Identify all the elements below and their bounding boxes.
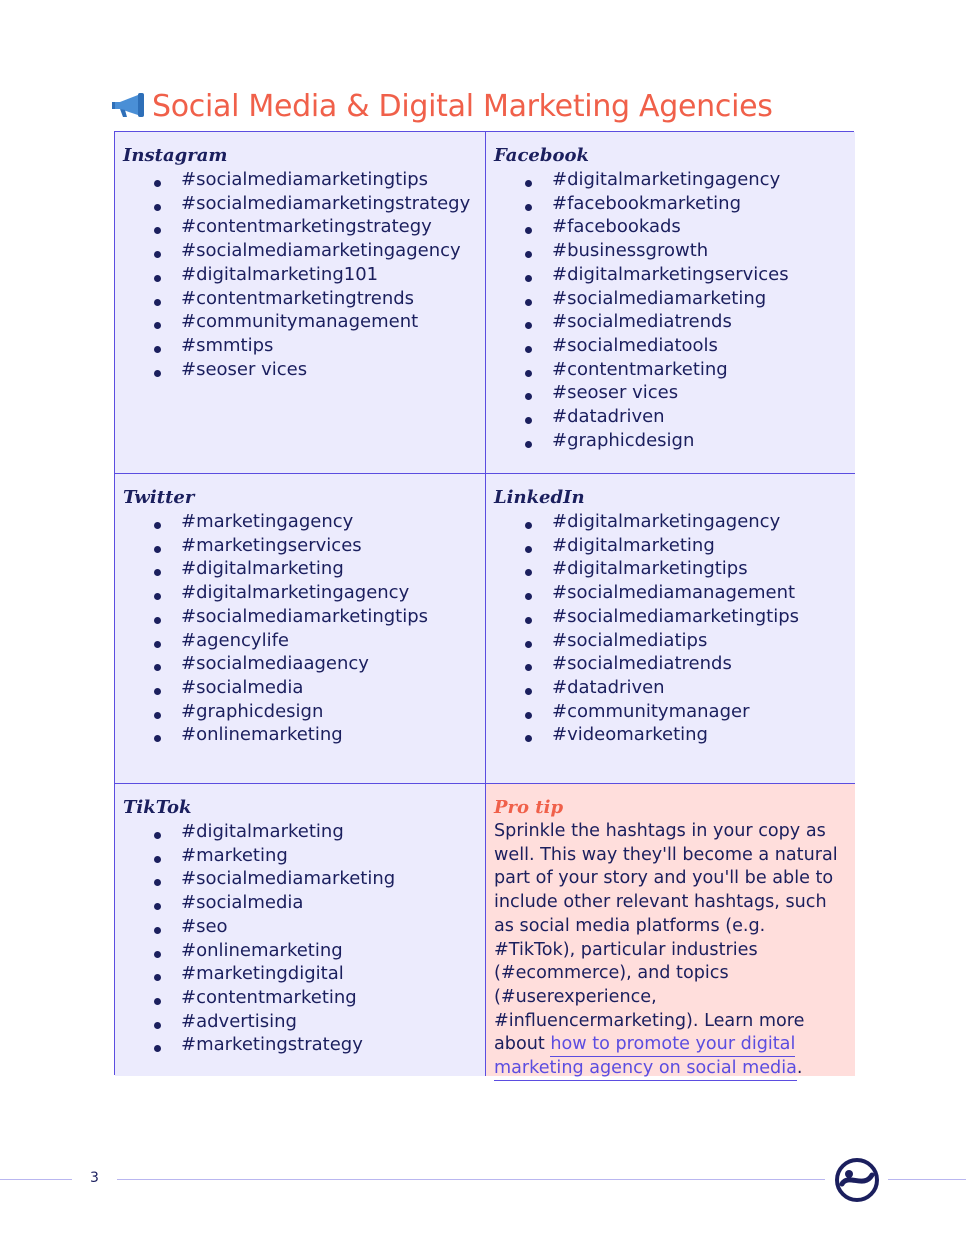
hashtag-item: #marketingservices xyxy=(123,534,477,558)
hashtag-item: #marketingstrategy xyxy=(123,1033,477,1057)
tiktok-tag-list xyxy=(123,820,477,1057)
hashtag-item: #onlinemarketing xyxy=(123,939,477,963)
hashtag-item: #digitalmarketing xyxy=(494,534,847,558)
hashtag-item: #socialmediamarketingstrategy xyxy=(123,192,477,216)
hashtag-item: #onlinemarketing xyxy=(123,723,477,747)
brand-logo-icon xyxy=(834,1157,880,1203)
hashtag-item: #socialmedia xyxy=(123,676,477,700)
footer-divider-right xyxy=(888,1179,966,1180)
footer-divider-left xyxy=(0,1179,72,1180)
hashtag-item: #marketingdigital xyxy=(123,962,477,986)
hashtag-item: #agencylife xyxy=(123,629,477,653)
hashtag-item: #marketingagency xyxy=(123,510,477,534)
pro-tip-cell xyxy=(485,783,855,1079)
instagram-cell xyxy=(115,132,485,473)
tiktok-cell xyxy=(115,783,485,1076)
hashtag-item: #seoser vices xyxy=(123,358,477,382)
hashtag-item: #socialmediatools xyxy=(494,334,847,358)
hashtag-item: #socialmediatrends xyxy=(494,310,847,334)
hashtag-item: #digitalmarketingagency xyxy=(494,510,847,534)
hashtag-item: #digitalmarketing xyxy=(123,557,477,581)
hashtag-item: #contentmarketing xyxy=(494,358,847,382)
hashtag-item: #socialmediatips xyxy=(494,629,847,653)
hashtag-item: #seo xyxy=(123,915,477,939)
hashtag-item: #digitalmarketing101 xyxy=(123,263,477,287)
hashtag-item: #contentmarketingstrategy xyxy=(123,215,477,239)
hashtag-item: #socialmediaagency xyxy=(123,652,477,676)
hashtag-item: #seoser vices xyxy=(494,381,847,405)
hashtag-item: #socialmediamarketing xyxy=(123,867,477,891)
hashtag-item: #smmtips xyxy=(123,334,477,358)
hashtag-item: #digitalmarketingagency xyxy=(123,581,477,605)
hashtag-item: #businessgrowth xyxy=(494,239,847,263)
hashtag-item: #socialmedia xyxy=(123,891,477,915)
hashtag-item: #datadriven xyxy=(494,405,847,429)
megaphone-icon xyxy=(112,92,148,120)
hashtag-item: #contentmarketing xyxy=(123,986,477,1010)
facebook-heading: Facebook xyxy=(494,145,589,166)
facebook-cell xyxy=(485,132,855,473)
hashtag-item: #datadriven xyxy=(494,676,847,700)
hashtag-item: #graphicdesign xyxy=(123,700,477,724)
twitter-tag-list xyxy=(123,510,477,747)
hashtag-item: #socialmediatrends xyxy=(494,652,847,676)
hashtag-item: #socialmediamarketingtips xyxy=(123,605,477,629)
hashtag-item: #facebookads xyxy=(494,215,847,239)
hashtag-item: #marketing xyxy=(123,844,477,868)
hashtag-item: #socialmediamarketingagency xyxy=(123,239,477,263)
pro-tip-text xyxy=(494,820,841,1081)
facebook-tag-list xyxy=(494,168,847,452)
hashtag-item: #digitalmarketingservices xyxy=(494,263,847,287)
hashtag-item: #socialmediamanagement xyxy=(494,581,847,605)
hashtag-item: #socialmediamarketing xyxy=(494,287,847,311)
page-number: 3 xyxy=(90,1170,99,1186)
linkedin-tag-list xyxy=(494,510,847,747)
instagram-heading: Instagram xyxy=(123,145,228,166)
hashtag-item: #digitalmarketingtips xyxy=(494,557,847,581)
pro-tip-body: Sprinkle the hashtags in your copy as well. This way they'll become a natural part of your story and you'll be able to include other relevant hashtags, such as social media platforms (e.g. #TikTok), particular industries (#ecommerce), and topics (#userexperience, #influencermarketing). Learn more about xyxy=(494,821,838,1055)
linkedin-cell xyxy=(485,473,855,783)
linkedin-heading: LinkedIn xyxy=(494,487,585,508)
promote-agency-link[interactable]: how to promote your digital marketing agency on social media xyxy=(494,1034,797,1081)
instagram-tag-list xyxy=(123,168,477,381)
page-title-row xyxy=(112,84,773,128)
pro-tip-end: . xyxy=(796,1058,803,1079)
page-title: Social Media & Digital Marketing Agencies xyxy=(152,88,773,124)
hashtag-item: #videomarketing xyxy=(494,723,847,747)
twitter-heading: Twitter xyxy=(123,487,195,508)
hashtag-item: #facebookmarketing xyxy=(494,192,847,216)
pro-tip-heading: Pro tip xyxy=(494,797,564,818)
hashtag-item: #digitalmarketing xyxy=(123,820,477,844)
hashtag-item: #digitalmarketingagency xyxy=(494,168,847,192)
hashtag-item: #graphicdesign xyxy=(494,429,847,453)
tiktok-heading: TikTok xyxy=(123,797,192,818)
hashtag-item: #contentmarketingtrends xyxy=(123,287,477,311)
hashtag-table xyxy=(114,131,854,1079)
footer-divider xyxy=(117,1179,825,1180)
hashtag-item: #socialmediamarketingtips xyxy=(123,168,477,192)
hashtag-item: #communitymanagement xyxy=(123,310,477,334)
hashtag-item: #communitymanager xyxy=(494,700,847,724)
hashtag-item: #socialmediamarketingtips xyxy=(494,605,847,629)
twitter-cell xyxy=(115,473,485,783)
hashtag-item: #advertising xyxy=(123,1010,477,1034)
